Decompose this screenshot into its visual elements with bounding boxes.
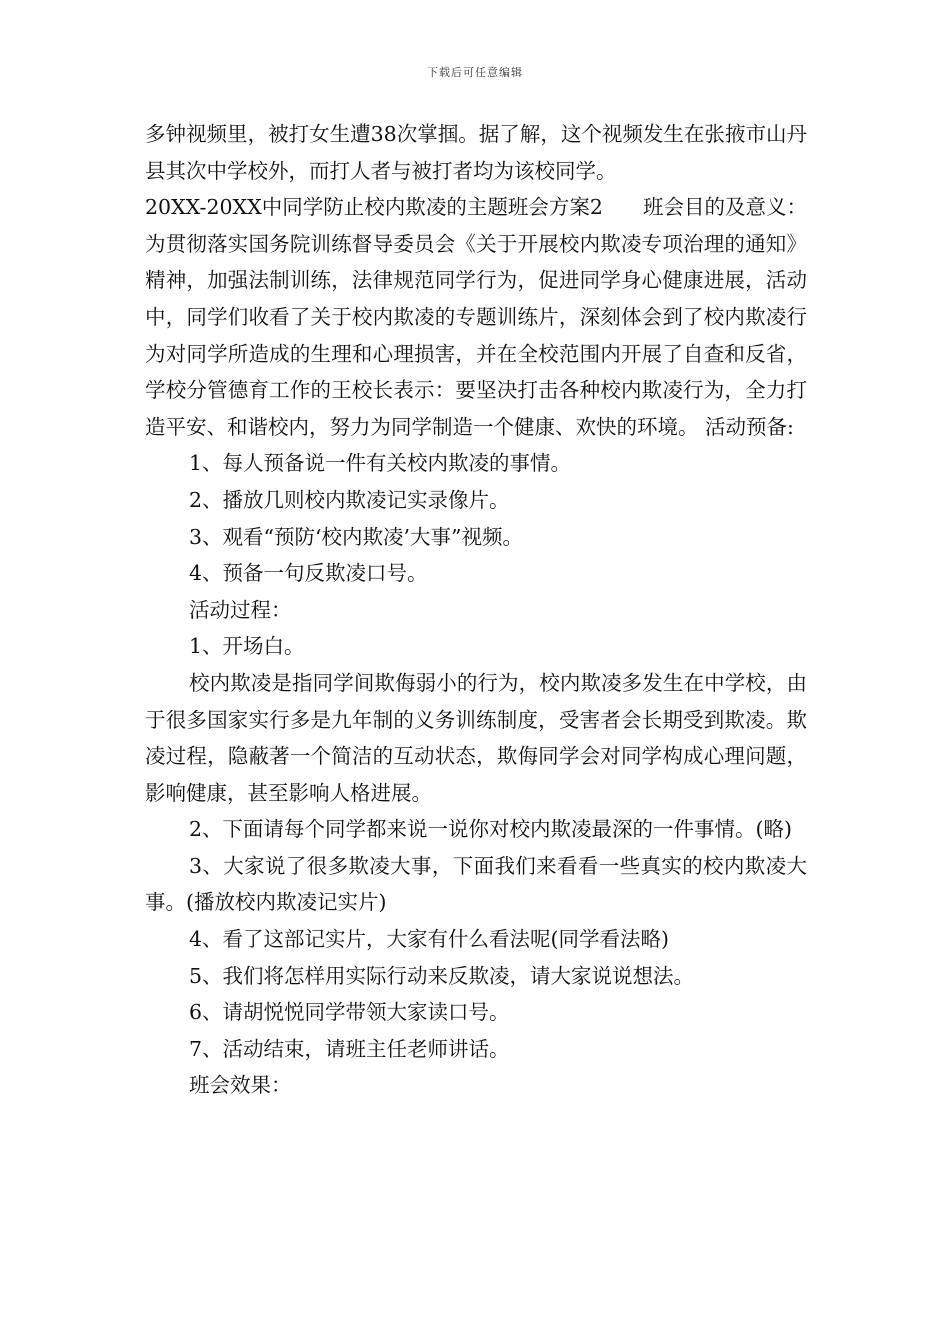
document-body [145, 116, 807, 1104]
prep-item-1: 1、每人预备说一件有关校内欺凌的事情。 [189, 451, 572, 476]
effect-heading: 班会效果： [189, 1073, 292, 1098]
process-step-4: 4、看了这部记实片，大家有什么看法呢(同学看法略) [189, 927, 670, 952]
process-heading: 活动过程： [189, 597, 292, 622]
process-step-2: 2、下面请每个同学都来说一说你对校内欺凌最深的一件事情。(略) [189, 817, 793, 842]
process-step-1: 1、开场白。 [189, 634, 305, 659]
process-step-1-body: 校内欺凌是指同学间欺侮弱小的行为，校内欺凌多发生在中学校，由于很多国家实行多是九年制的义务训练制度，受害者会长期受到欺凌。欺凌过程，隐蔽著一个简洁的互动状态，欺侮同学会对同学构成心理问题，影响健康，甚至影响人格进展。 [145, 670, 807, 805]
paragraph-plan-purpose [145, 189, 807, 445]
prep-item-2: 2、播放几则校内欺凌记实录像片。 [189, 487, 510, 512]
process-step-6: 6、请胡悦悦同学带领大家读口号。 [189, 1000, 510, 1025]
page-header: 下载后可任意编辑 [427, 66, 523, 79]
process-step-7: 7、活动结束，请班主任老师讲话。 [189, 1036, 510, 1061]
process-step-3: 3、大家说了很多欺凌大事，下面我们来看看一些真实的校内欺凌大事。(播放校内欺凌记实片) [145, 853, 807, 915]
paragraph-intro-tail: 多钟视频里，被打女生遭38次掌掴。据了解，这个视频发生在张掖市山丹县其次中学校外，而打人者与被打者均为该校同学。 [145, 122, 807, 183]
plan-purpose-text: 班会目的及意义：为贯彻落实国务院训练督导委员会《关于开展校内欺凌专项治理的通知》精神，加强法制训练，法律规范同学行为，促进同学身心健康进展，活动中，同学们收看了关于校内欺凌的专题训练片，深刻体会到了校内欺凌行为对同学所造成的生理和心理损害，并在全校范围内开展了自查和反省，学校分管德育工作的王校长表示：要坚决打击各种校内欺凌行为，全力打造平安、和谐校内，努力为同学制造一个健康、欢快的环境。 活动预备: [145, 195, 808, 439]
prep-item-3: 3、观看“预防‘校内欺凌’大事”视频。 [189, 524, 524, 549]
prep-item-4: 4、预备一句反欺凌口号。 [189, 561, 428, 586]
plan-title: 20XX-20XX中同学防止校内欺凌的主题班会方案2 [145, 195, 603, 220]
process-step-5: 5、我们将怎样用实际行动来反欺凌，请大家说说想法。 [189, 963, 695, 988]
